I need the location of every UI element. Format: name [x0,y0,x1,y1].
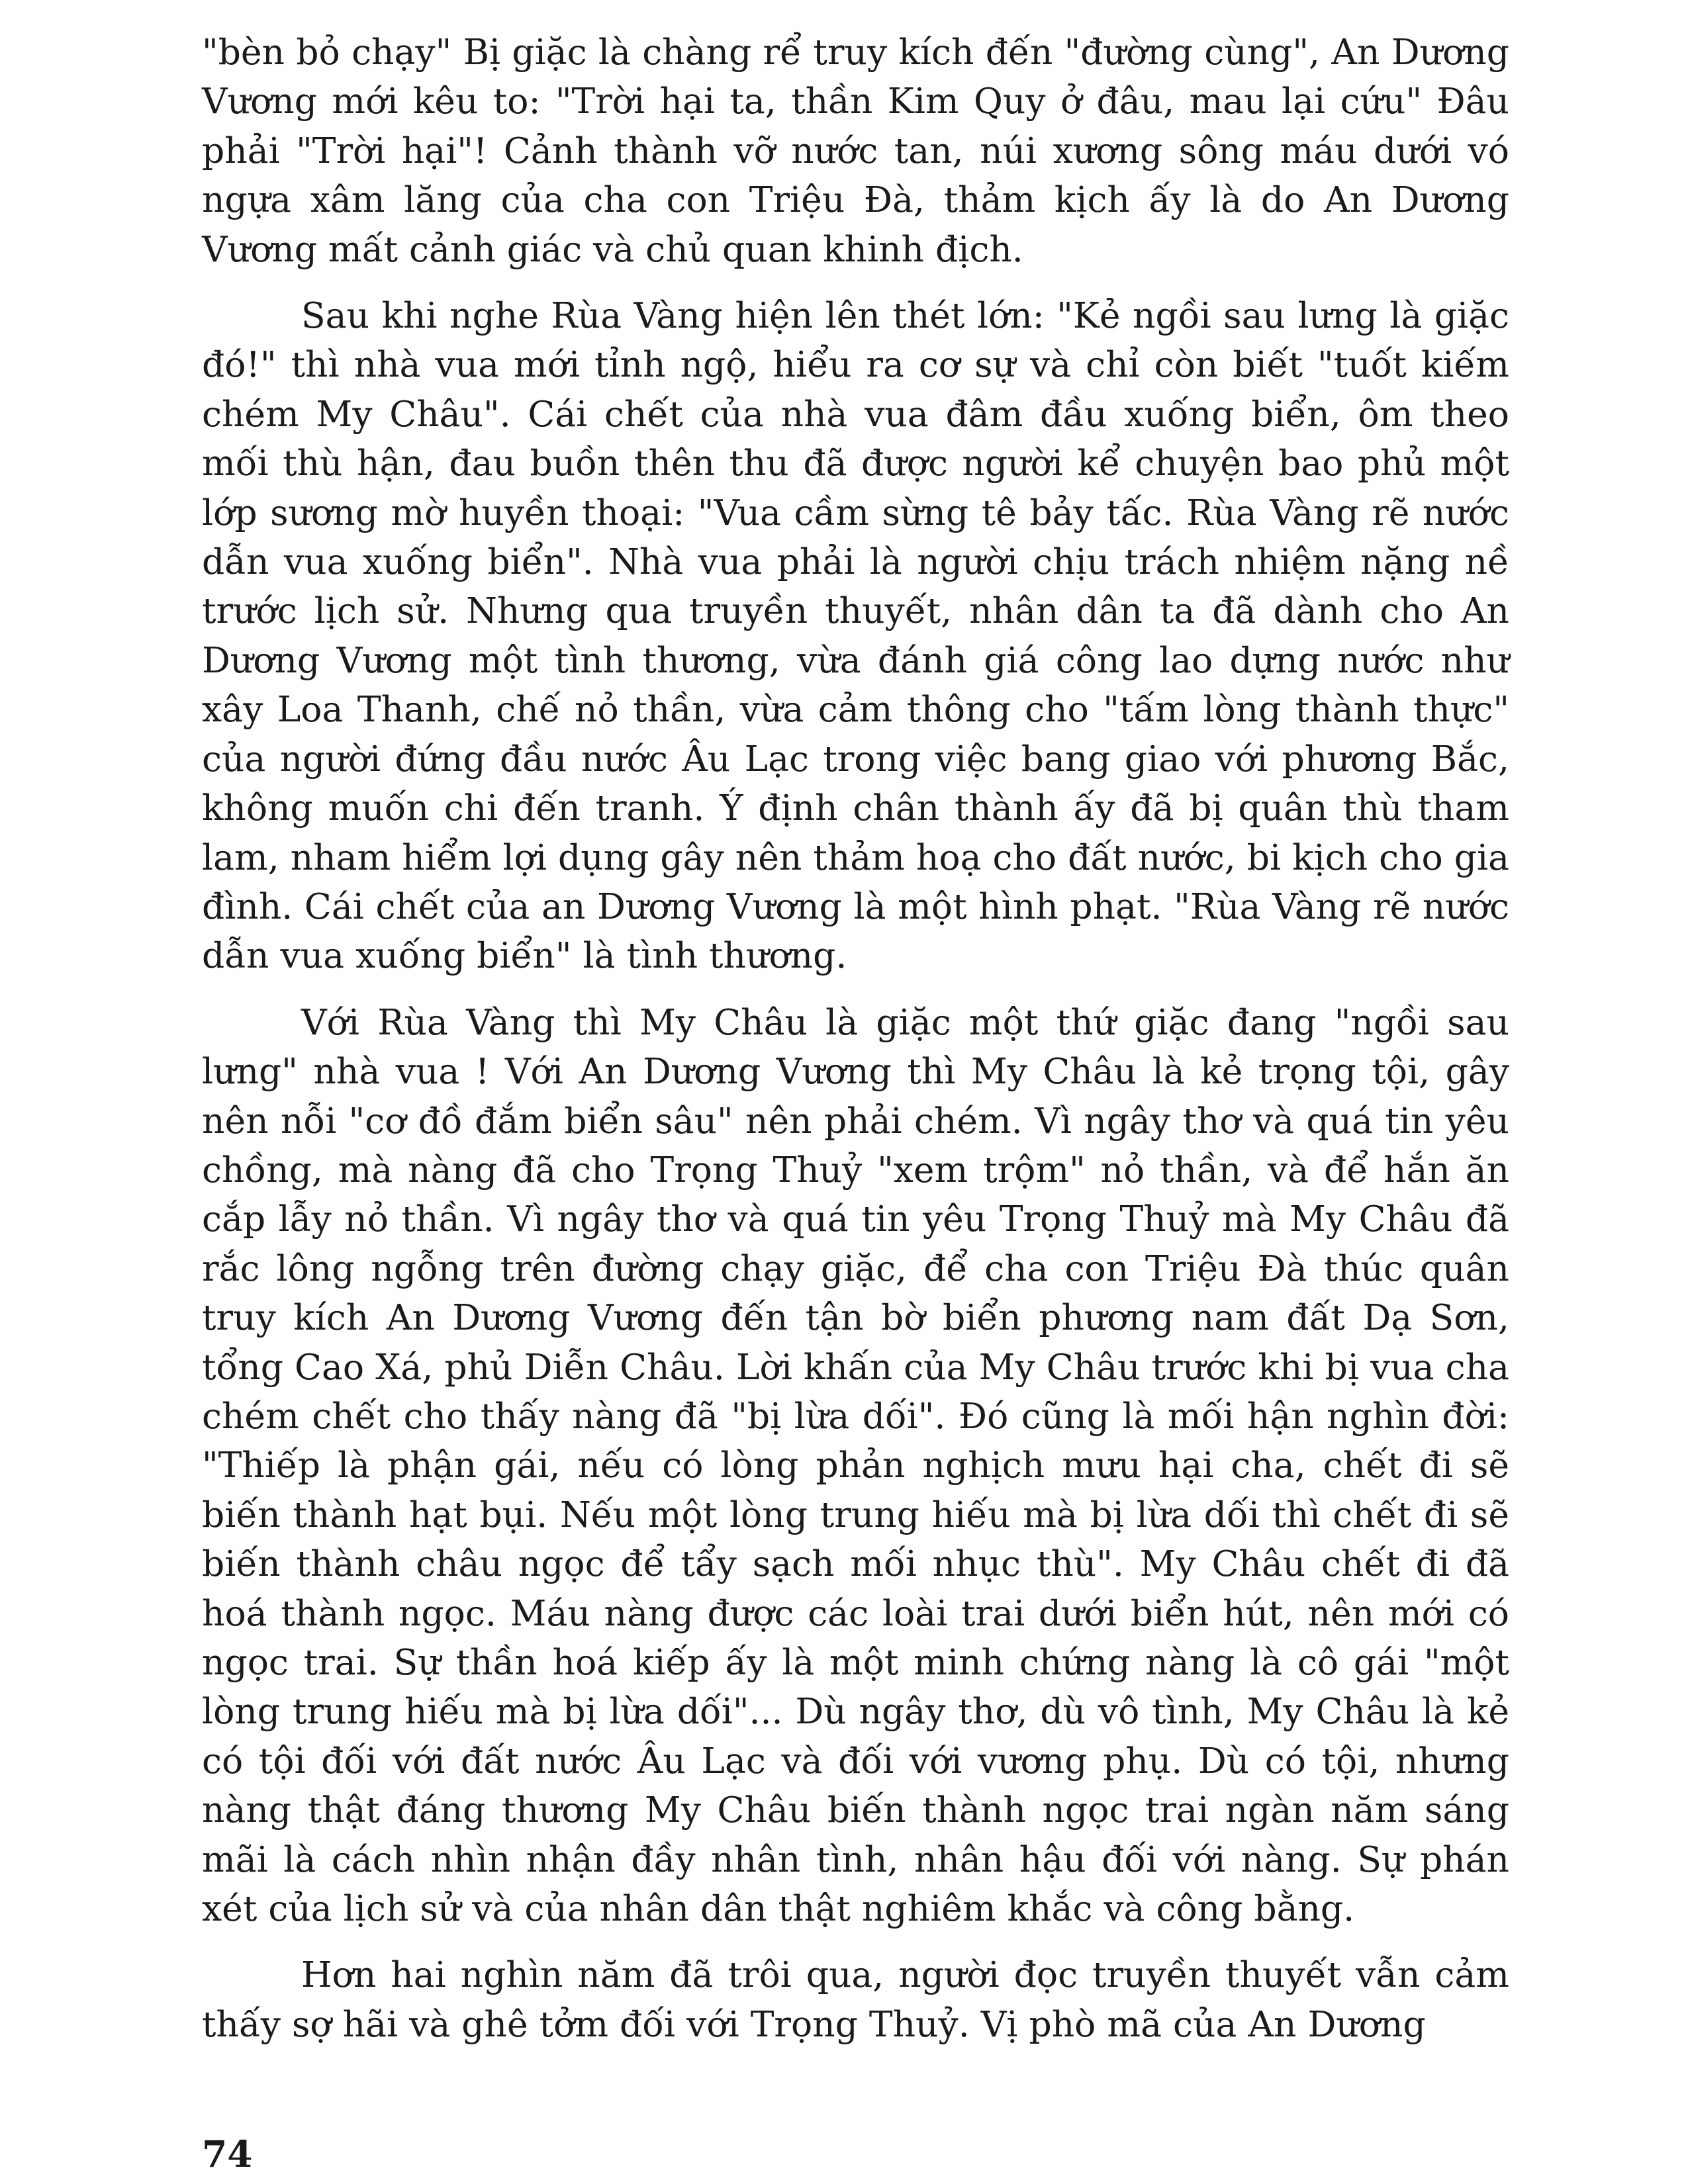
paragraph-1: "bèn bỏ chạy" Bị giặc là chàng rể truy kích đến "đường cùng", An Dương Vương mới kêu to: "Trời hại ta, thần Kim Quy ở đâu, mau lại cứu" Đâu phải "Trời hại"! Cảnh thành vỡ nước tan, núi xương sông máu dưới vó ngựa xâm lăng của cha con Triệu Đà, thảm kịch ấy là do An Dương Vương mất cảnh giác và chủ quan khinh địch. [202,31,1509,270]
paragraph-4: Hơn hai nghìn năm đã trôi qua, người đọc truyền thuyết vẫn cảm thấy sợ hãi và ghê tởm đối với Trọng Thuỷ. Vị phò mã của An Dương [202,1954,1509,2045]
body-text [202,28,1509,2049]
page-number: 74 [202,2132,253,2175]
paragraph-2: Sau khi nghe Rùa Vàng hiện lên thét lớn: "Kẻ ngồi sau lưng là giặc đó!" thì nhà vua mới tỉnh ngộ, hiểu ra cơ sự và chỉ còn biết "tuốt kiếm chém My Châu". Cái chết của nhà vua đâm đầu xuống biển, ôm theo mối thù hận, đau buồn thên thu đã được người kể chuyện bao phủ một lớp sương mờ huyền thoại: "Vua cầm sừng tê bảy tấc. Rùa Vàng rẽ nước dẫn vua xuống biển". Nhà vua phải là người chịu trách nhiệm nặng nề trước lịch sử. Nhưng qua truyền thuyết, nhân dân ta đã dành cho An Dương Vương một tình thương, vừa đánh giá công lao dựng nước như xây Loa Thanh, chế nỏ thần, vừa cảm thông cho "tấm lòng thành thực" của người đứng đầu nước Âu Lạc trong việc bang giao với phương Bắc, không muốn chi đến tranh. Ý định chân thành ấy đã bị quân thù tham lam, nham hiểm lợi dụng gây nên thảm hoạ cho đất nước, bi kịch cho gia đình. Cái chết của an Dương Vương là một hình phạt. "Rùa Vàng rẽ nước dẫn vua xuống biển" là tình thương. [202,295,1509,977]
paragraph-3: Với Rùa Vàng thì My Châu là giặc một thứ giặc đang "ngồi sau lưng" nhà vua ! Với An Dương Vương thì My Châu là kẻ trọng tội, gây nên nỗi "cơ đồ đắm biển sâu" nên phải chém. Vì ngây thơ và quá tin yêu chồng, mà nàng đã cho Trọng Thuỷ "xem trộm" nỏ thần, và để hắn ăn cắp lẫy nỏ thần. Vì ngây thơ và quá tin yêu Trọng Thuỷ mà My Châu đã rắc lông ngỗng trên đường chạy giặc, để cha con Triệu Đà thúc quân truy kích An Dương Vương đến tận bờ biển phương nam đất Dạ Sơn, tổng Cao Xá, phủ Diễn Châu. Lời khấn của My Châu trước khi bị vua cha chém chết cho thấy nàng đã "bị lừa dối". Đó cũng là mối hận nghìn đời: "Thiếp là phận gái, nếu có lòng phản nghịch mưu hại cha, chết đi sẽ biến thành hạt bụi. Nếu một lòng trung hiếu mà bị lừa dối thì chết đi sẽ biến thành châu ngọc để tẩy sạch mối nhục thù". My Châu chết đi đã hoá thành ngọc. Máu nàng được các loài trai dưới biển hút, nên mới có ngọc trai. Sự thần hoá kiếp ấy là một minh chứng nàng là cô gái "một lòng trung hiếu mà bị lừa dối"... Dù ngây thơ, dù vô tình, My Châu là kẻ có tội đối với đất nước Âu Lạc và đối với vương phụ. Dù có tội, nhưng nàng thật đáng thương My Châu biến thành ngọc trai ngàn năm sáng mãi là cách nhìn nhận đầy nhân tình, nhân hậu đối với nàng. Sự phán xét của lịch sử và của nhân dân thật nghiêm khắc và công bằng. [202,1001,1509,1930]
